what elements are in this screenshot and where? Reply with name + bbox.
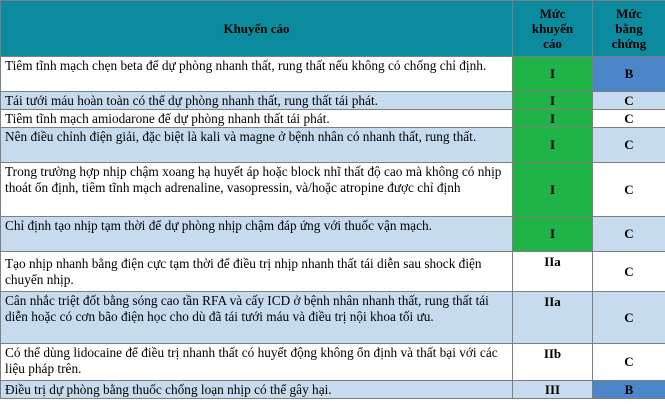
row-text: Tái tưới máu hoàn toàn có thể dự phòng nhanh thất, rung thất tái phát. (1, 92, 513, 110)
row-text: Điều trị dự phòng bằng thuốc chống loạn nhịp có thể gây hại. (1, 381, 513, 399)
row-text: Trong trường hợp nhịp chậm xoang hạ huyết áp hoặc block nhĩ thất độ cao mà không có nhịp thoát ổn định, tiêm tĩnh mạch adrenaline, vasopressin, và/hoặc atropine được chỉ định (1, 163, 513, 217)
header-level-line3: cáo (543, 36, 562, 51)
row-text: Tiêm tĩnh mạch amiodarone để dự phòng nhanh thất tái phát. (1, 110, 513, 128)
row-text: Có thể dùng lidocaine để điều trị nhanh thất có huyết động không ổn định và thất bại với các liệu pháp trên. (1, 344, 513, 381)
row-text: Cân nhắc triệt đốt bằng sóng cao tần RFA và cấy ICD ở bệnh nhân nhanh thất, rung thất tái diễn hoặc có cơn bão điện học cho dù đã tái tưới máu và điều trị nội khoa tối ưu. (1, 292, 513, 344)
header-level-line1: Mức (539, 6, 566, 21)
row-evidence: C (593, 217, 665, 252)
row-evidence: C (593, 128, 665, 163)
table-row (1, 57, 665, 92)
table-row (1, 110, 665, 128)
header-level (513, 1, 593, 57)
row-level: I (513, 92, 593, 110)
table-row (1, 128, 665, 163)
table-row (1, 344, 665, 381)
table-row (1, 217, 665, 252)
table-row (1, 381, 665, 399)
header-evidence-line1: Mức (616, 6, 642, 21)
row-text: Tiêm tĩnh mạch chẹn beta để dự phòng nhanh thất, rung thất nếu không có chống chỉ định. (1, 57, 513, 92)
table-row (1, 252, 665, 292)
row-level: I (513, 128, 593, 163)
table-row (1, 292, 665, 344)
row-level: IIa (513, 252, 593, 292)
table-row (1, 163, 665, 217)
row-level: I (513, 163, 593, 217)
row-level: IIb (513, 344, 593, 381)
row-level: I (513, 217, 593, 252)
header-evidence-line3: chứng (611, 36, 647, 51)
row-evidence: C (593, 292, 665, 344)
row-level: I (513, 110, 593, 128)
row-evidence: C (593, 252, 665, 292)
row-text: Chỉ định tạo nhịp tạm thời để dự phòng nhịp chậm đáp ứng với thuốc vận mạch. (1, 217, 513, 252)
header-recommendation: Khuyến cáo (1, 1, 513, 57)
row-evidence: C (593, 92, 665, 110)
header-evidence (593, 1, 665, 57)
row-evidence: B (593, 381, 665, 399)
header-level-line2: khuyến (531, 21, 574, 36)
header-row (1, 1, 665, 57)
table-row (1, 92, 665, 110)
row-text: Nên điều chỉnh điện giải, đặc biệt là kali và magne ở bệnh nhân có nhanh thất, rung thất. (1, 128, 513, 163)
row-evidence: B (593, 57, 665, 92)
row-evidence: C (593, 344, 665, 381)
row-level: III (513, 381, 593, 399)
header-evidence-line2: bằng (615, 21, 643, 36)
row-level: I (513, 57, 593, 92)
row-text: Tạo nhịp nhanh bằng điện cực tạm thời để điều trị nhịp nhanh thất tái diễn sau shock điện chuyển nhịp. (1, 252, 513, 292)
row-evidence: C (593, 110, 665, 128)
row-evidence: C (593, 163, 665, 217)
row-level: IIa (513, 292, 593, 344)
